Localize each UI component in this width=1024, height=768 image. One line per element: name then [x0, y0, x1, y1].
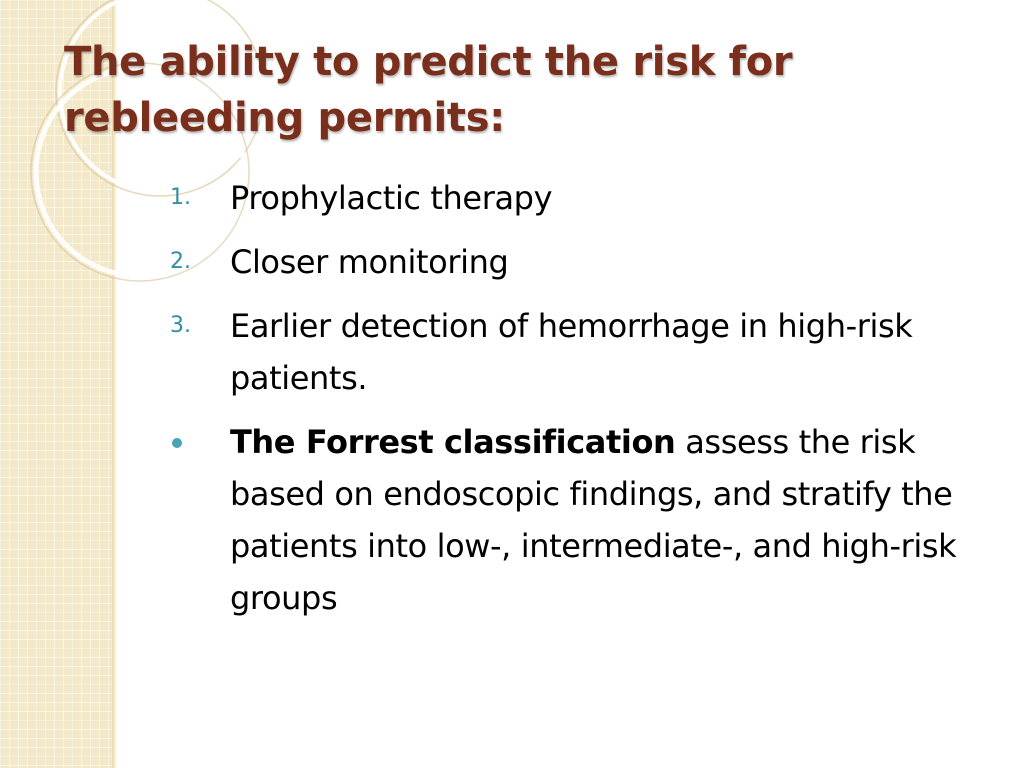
bullet-item-text: [230, 416, 980, 624]
bullet-item-forrest: [160, 416, 980, 624]
numbered-item-1: [160, 172, 980, 224]
slide-title: The ability to predict the risk for rebleeding permits:: [64, 39, 793, 141]
item-3-number: 3.: [170, 313, 191, 338]
item-3-text: Earlier detection of hemorrhage in high-risk patients.: [230, 307, 913, 397]
item-1-text: Prophylactic therapy: [230, 179, 553, 217]
item-2-number: 2.: [170, 249, 191, 274]
round-dot-icon: [172, 438, 182, 448]
forrest-classification-description: assess the risk based on endoscopic findings, and stratify the patients into low-, intermediate-, and high-risk groups: [230, 423, 957, 617]
item-1-number: 1.: [170, 185, 191, 210]
numbered-item-2: [160, 236, 980, 288]
forrest-classification-term: The Forrest classification: [230, 423, 676, 461]
slide-content: [160, 172, 980, 636]
item-2-text: Closer monitoring: [230, 243, 509, 281]
numbered-item-3: [160, 300, 980, 404]
